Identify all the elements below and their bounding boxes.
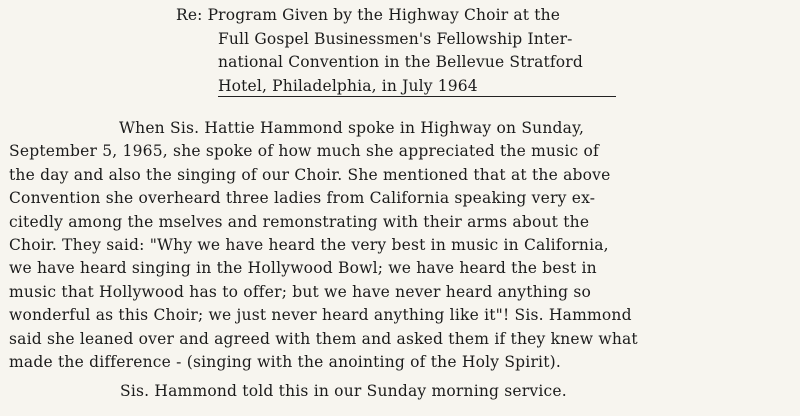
body-line-3: the day and also the singing of our Choir. She mentioned that at the above [9,165,611,184]
subject-line-1: Re: Program Given by the Highway Choir at the [176,6,561,24]
body-line-2: September 5, 1965, she spoke of how much she appreciated the music of [9,142,599,161]
subject-line-2: Full Gospel Businessmen's Fellowship Inter- [218,29,573,48]
body-line-10: said she leaned over and agreed with them and asked them if they knew what [9,329,638,348]
closing-line: Sis. Hammond told this in our Sunday morning service. [120,382,567,400]
body-line-6: Choir. They said: "Why we have heard the very best in music in California, [9,236,609,255]
body-paragraph [9,117,638,374]
subject-line-3: national Convention in the Bellevue Stratford [218,53,583,71]
body-line-7: we have heard singing in the Hollywood Bowl; we have heard the best in [9,259,597,278]
subject-line-4: Hotel, Philadelphia, in July 1964 [218,76,616,97]
body-line-5: citedly among the mselves and remonstrating with their arms about the [9,212,590,231]
body-line-11: made the difference - (singing with the anointing of the Holy Spirit). [9,353,562,372]
body-line-1: When Sis. Hattie Hammond spoke in Highway on Sunday, [119,119,585,137]
body-line-9: wonderful as this Choir; we just never heard anything like it"! Sis. Hammond [9,306,632,325]
subject-heading [176,4,616,98]
body-line-8: music that Hollywood has to offer; but we have never heard anything so [9,282,592,301]
subject-line-4-wrapper [176,75,616,99]
body-line-4: Convention she overheard three ladies from California speaking very ex- [9,189,596,208]
